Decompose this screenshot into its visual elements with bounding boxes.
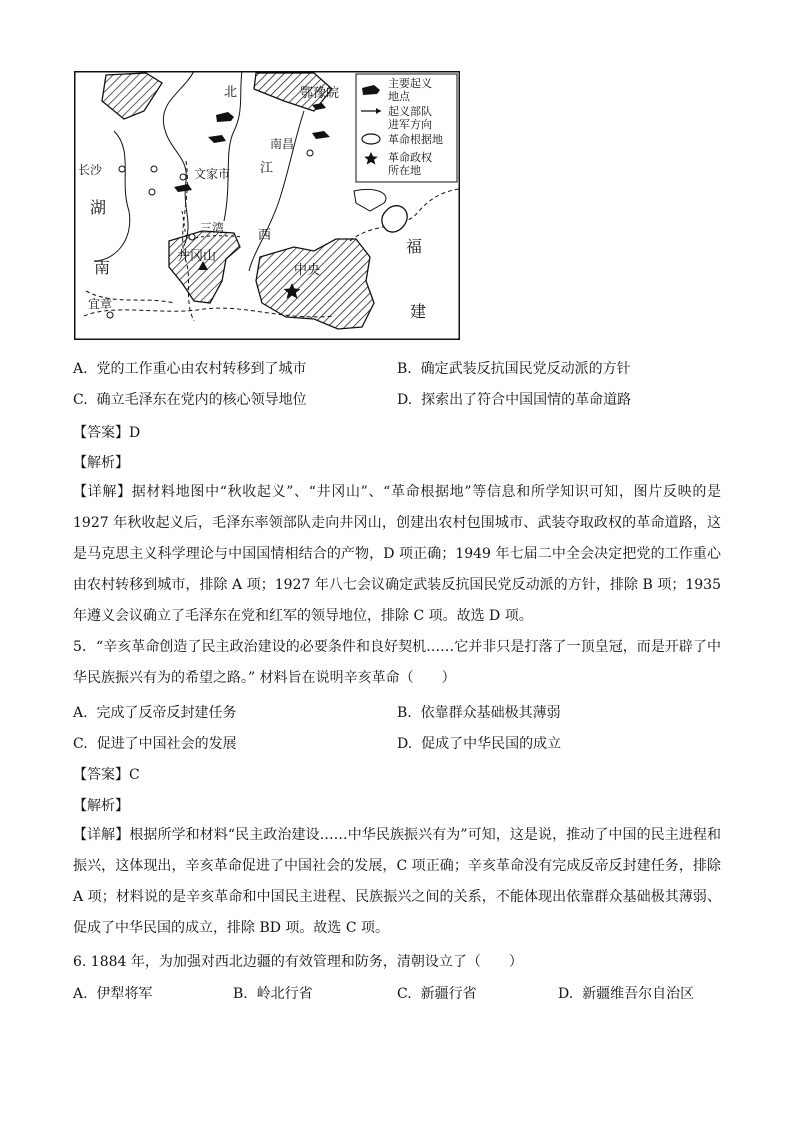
option-text: 确立毛泽东在党内的核心领导地位: [96, 392, 307, 408]
legend-uprising-line1: 主要起义: [388, 77, 432, 90]
option-label: B.: [397, 361, 412, 377]
q4-answer: 【答案】D: [73, 425, 141, 441]
q6-option-b[interactable]: [233, 983, 313, 1003]
option-label: C.: [397, 986, 412, 1002]
option-text: 伊犁将军: [96, 986, 153, 1002]
option-label: A.: [73, 361, 88, 377]
label-nanchang: 南昌: [270, 137, 295, 151]
legend-gov-line2: 所在地: [388, 164, 421, 177]
q5-option-c[interactable]: [73, 733, 237, 753]
label-yizhang: 宜章: [88, 297, 113, 311]
city-dot: [189, 234, 195, 240]
label-changsha: 长沙: [78, 163, 103, 177]
option-label: A.: [73, 986, 88, 1002]
city-dot: [119, 166, 125, 172]
q4-option-c[interactable]: [73, 389, 307, 409]
legend-march-line1: 起义部队: [388, 105, 432, 118]
option-label: C.: [73, 392, 88, 408]
option-text: 确定武装反抗国民党反动派的方针: [420, 361, 631, 377]
city-dot: [151, 166, 157, 172]
revolution-map: [74, 71, 460, 340]
option-label: B.: [397, 705, 412, 721]
label-nan: 南: [94, 258, 111, 277]
label-zhongyang: 中央: [294, 263, 321, 278]
label-jian: 建: [410, 302, 427, 321]
option-text: 促进了中国社会的发展: [96, 736, 237, 752]
legend-base-icon: [362, 134, 380, 144]
q5-option-d[interactable]: [397, 733, 561, 753]
option-label: D.: [397, 736, 413, 752]
option-text: 依靠群众基础极其薄弱: [420, 705, 561, 721]
option-text: 岭北行省: [256, 986, 313, 1002]
q6-option-a[interactable]: [73, 983, 152, 1003]
city-dot: [149, 189, 155, 195]
q5-option-a[interactable]: [73, 702, 236, 722]
option-text: 探索出了符合中国国情的革命道路: [421, 392, 632, 408]
option-label: C.: [73, 736, 88, 752]
q5-detail: 【详解】根据所学和材料“民主政治建设……中华民族振兴有为”可知，这是说，推动了中国的民主进程和振兴，这体现出，辛亥革命促进了中国社会的发展，C 项正确；辛亥革命没有完成反帝反封建任务，排除 A 项；材料说的是辛亥革命和中国民主进程、民族振兴之间的关系，不能体现出依靠群众基础极其薄弱、促成了中华民国的成立，排除 BD 项。故选 C 项。: [73, 827, 721, 936]
q5-analysis-label: 【解析】: [73, 798, 129, 814]
option-text: 党的工作重心由农村转移到了城市: [96, 361, 307, 377]
option-label: D.: [558, 986, 574, 1002]
label-sanwan: 三湾: [200, 221, 225, 235]
q6-option-c[interactable]: [397, 983, 477, 1003]
city-dot: [107, 312, 113, 318]
legend-gov-line1: 革命政权: [388, 151, 432, 164]
q5-option-b[interactable]: [397, 702, 561, 722]
label-wenjiashi: 文家市: [194, 167, 231, 181]
option-label: D.: [397, 392, 413, 408]
q5-answer: 【答案】C: [73, 767, 140, 783]
q6-option-d[interactable]: [558, 983, 694, 1003]
option-text: 新疆维吾尔自治区: [582, 986, 695, 1002]
q4-option-b[interactable]: [397, 358, 631, 378]
label-jiang: 江: [260, 161, 274, 176]
label-bei: 北: [224, 85, 238, 100]
label-xi: 西: [258, 228, 272, 243]
option-label: A.: [73, 705, 88, 721]
legend-base: 革命根据地: [388, 133, 443, 146]
label-jinggangshan: 井冈山: [177, 249, 217, 264]
q4-detail: 【详解】据材料地图中“秋收起义”、“井冈山”、“革命根据地”等信息和所学知识可知，图片反映的是 1927 年秋收起义后，毛泽东率领部队走向井冈山，创建出农村包围城市、武装夺取政权的革命道路，这是马克思主义科学理论与中国国情相结合的产物，D 项正确；1949 年七届二中全会决定把党的工作重心由农村转移到城市，排除 A 项；1927 年八七会议确定武装反抗国民党反动派的方针，排除 B 项；1935 年遵义会议确立了毛泽东在党和红军的领导地位，排除 C 项。故选 D 项。: [73, 484, 721, 624]
q6-stem: 6. 1884 年，为加强对西北边疆的有效管理和防务，清朝设立了（ ）: [73, 954, 523, 970]
label-fu: 福: [406, 237, 423, 256]
q4-option-d[interactable]: [397, 389, 631, 409]
option-label: B.: [233, 986, 248, 1002]
label-eyuwan: 鄂豫皖: [300, 86, 340, 101]
option-text: 新疆行省: [420, 986, 477, 1002]
city-dot: [180, 174, 186, 180]
q4-option-a[interactable]: [73, 358, 306, 378]
map-legend: [356, 74, 457, 182]
label-hu: 湖: [90, 198, 107, 217]
map-figure: [74, 71, 460, 340]
legend-uprising-line2: 地点: [388, 90, 410, 103]
city-dot: [307, 150, 313, 156]
q4-analysis-label: 【解析】: [73, 455, 129, 471]
q5-stem: 5．“辛亥革命创造了民主政治建设的必要条件和良好契机……它并非只是打落了一顶皇冠，而是开辟了中华民族振兴有为的希望之路。” 材料旨在说明辛亥革命（ ）: [73, 639, 721, 686]
option-text: 促成了中华民国的成立: [421, 736, 562, 752]
legend-march-line2: 进军方向: [388, 118, 432, 131]
option-text: 完成了反帝反封建任务: [96, 705, 237, 721]
